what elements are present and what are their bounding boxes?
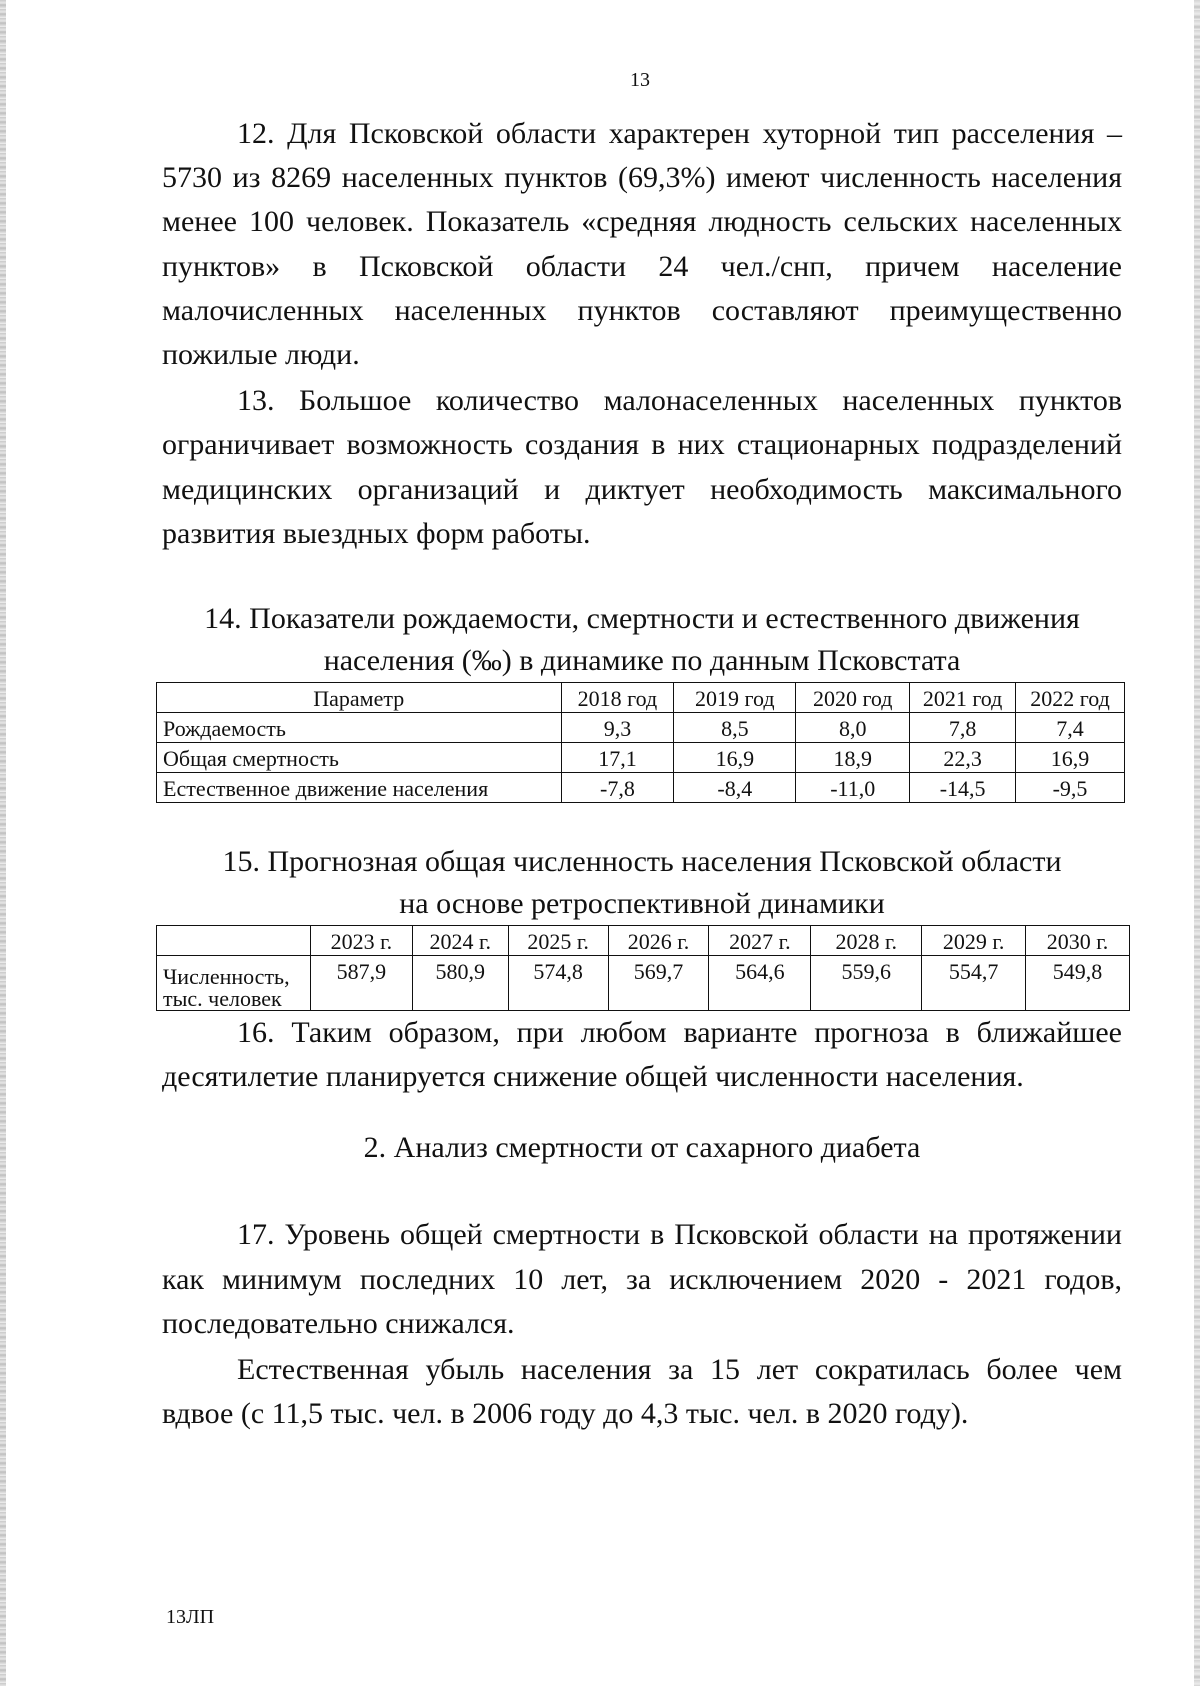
table15-title-line1: 15. Прогнозная общая численность населения Псковской области [222, 845, 1062, 879]
header-year: 2022 год [1016, 683, 1125, 713]
table-row [157, 743, 1125, 773]
row-label-line1: Численность, [163, 964, 290, 990]
header-year: 2030 г. [1026, 926, 1130, 956]
table-row [157, 773, 1125, 803]
scan-edge-left [0, 0, 6, 1686]
table-cell: 580,9 [412, 956, 508, 1011]
table-cell: 569,7 [608, 956, 709, 1011]
table-row [157, 956, 1130, 1011]
table-cell: 549,8 [1026, 956, 1130, 1011]
table-cell: 16,9 [674, 743, 796, 773]
header-year: 2020 год [796, 683, 910, 713]
table-cell: 574,8 [508, 956, 608, 1011]
table-cell: -7,8 [561, 773, 674, 803]
table-cell: 16,9 [1016, 743, 1125, 773]
table15-title-line2: на основе ретроспективной динамики [399, 887, 885, 921]
paragraph-12: 12. Для Псковской области характерен хуторной тип расселения – 5730 из 8269 населенных пунктов (69,3%) имеют численность населения менее 100 человек. Показатель «средняя людность сельских населенных пунктов» в Псковской области 24 чел./снп, причем население малочисленных населенных пунктов составляют преимущественно пожилые люди. [162, 117, 1122, 372]
row-label: Рождаемость [157, 713, 562, 743]
table-cell: -9,5 [1016, 773, 1125, 803]
table-cell: 22,3 [910, 743, 1016, 773]
section-2-heading: 2. Анализ смертности от сахарного диабета [363, 1131, 921, 1165]
header-year: 2018 год [561, 683, 674, 713]
table-cell: -11,0 [796, 773, 910, 803]
table-cell: 564,6 [709, 956, 811, 1011]
table-cell: -8,4 [674, 773, 796, 803]
paragraph-13: 13. Большое количество малонаселенных населенных пунктов ограничивает возможность создания в них стационарных подразделений медицинских организаций и диктует необходимость максимального развития выездных форм работы. [162, 384, 1122, 550]
header-year: 2028 г. [811, 926, 922, 956]
header-year: 2024 г. [412, 926, 508, 956]
table-cell: 587,9 [310, 956, 412, 1011]
table-header-row [157, 683, 1125, 713]
table-cell: 17,1 [561, 743, 674, 773]
row-label: Естественное движение населения [157, 773, 562, 803]
row-label [157, 956, 311, 1011]
table14-title-line1: 14. Показатели рождаемости, смертности и естественного движения [204, 602, 1080, 636]
table-header-row [157, 926, 1130, 956]
table-cell: 9,3 [561, 713, 674, 743]
population-forecast-table [156, 925, 1130, 1011]
table-cell: 7,4 [1016, 713, 1125, 743]
header-year: 2023 г. [310, 926, 412, 956]
table14-title-line2: населения (‰) в динамике по данным Псковстата [323, 644, 961, 678]
header-year: 2025 г. [508, 926, 608, 956]
header-year: 2021 год [910, 683, 1016, 713]
table-cell: 8,5 [674, 713, 796, 743]
row-label: Общая смертность [157, 743, 562, 773]
header-year: 2019 год [674, 683, 796, 713]
paragraph-17: 17. Уровень общей смертности в Псковской области на протяжении как минимум последних 10 лет, за исключением 2020 - 2021 годов, последовательно снижался. [162, 1218, 1122, 1340]
row-label-line2: тыс. человек [163, 986, 282, 1012]
document-footer-code: 13ЛП [166, 1606, 215, 1628]
table-cell: -14,5 [910, 773, 1016, 803]
header-year: 2029 г. [922, 926, 1026, 956]
scan-edge-right [1194, 0, 1200, 1686]
paragraph-18: Естественная убыль населения за 15 лет сократилась более чем вдвое (с 11,5 тыс. чел. в 2006 году до 4,3 тыс. чел. в 2020 году). [162, 1353, 1122, 1431]
header-year: 2026 г. [608, 926, 709, 956]
page-number: 13 [630, 69, 650, 91]
table-cell: 554,7 [922, 956, 1026, 1011]
table-cell: 559,6 [811, 956, 922, 1011]
table-row [157, 713, 1125, 743]
table-cell: 8,0 [796, 713, 910, 743]
header-empty [157, 926, 311, 956]
header-parameter: Параметр [157, 683, 562, 713]
document-body [162, 112, 1122, 1436]
header-year: 2027 г. [709, 926, 811, 956]
table-cell: 18,9 [796, 743, 910, 773]
birth-death-table [156, 682, 1125, 803]
table-cell: 7,8 [910, 713, 1016, 743]
paragraph-16: 16. Таким образом, при любом варианте прогноза в ближайшее десятилетие планируется снижение общей численности населения. [162, 1016, 1122, 1094]
